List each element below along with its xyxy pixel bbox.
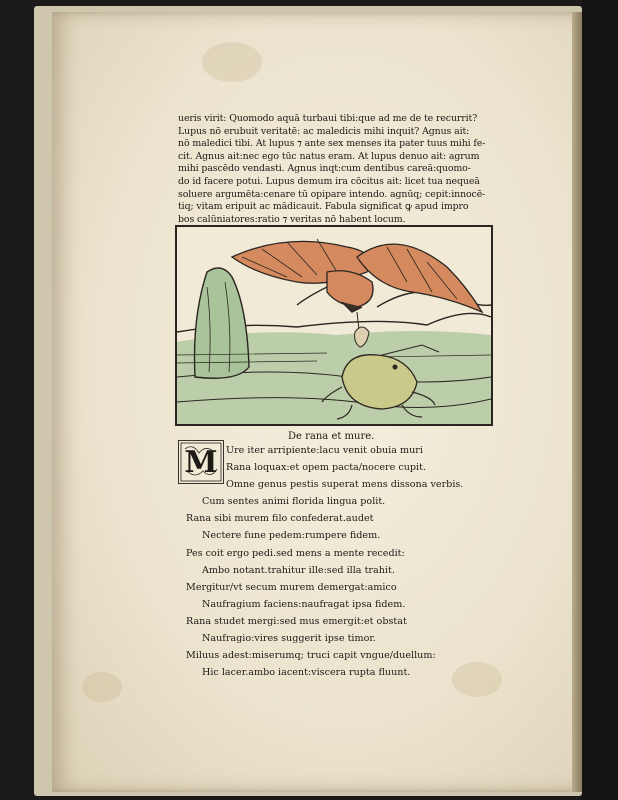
rock-formation bbox=[195, 268, 250, 378]
binding-shadow bbox=[582, 0, 618, 800]
verse-block bbox=[186, 442, 463, 681]
kite-right-wing bbox=[357, 244, 482, 312]
verse-line: Rana loquax:et opem pacta/nocere cupit. bbox=[226, 462, 426, 474]
verse-line: Omne genus pestis superat mens dissona verbis. bbox=[226, 479, 464, 491]
prose-line: nō maledici tibi. At lupus ⁊ ante sex menses ita pater tuus mihi fe- bbox=[178, 138, 486, 150]
verse-line: Ambo notant.trahitur ille:sed illa trahit. bbox=[202, 564, 395, 576]
prose-line: do id facere potui. Lupus demum ira cōcitus ait: licet tua nequeā bbox=[178, 175, 480, 187]
verse-line: Pes coit ergo pedi.sed mens a mente recedit: bbox=[186, 547, 405, 559]
prose-line: ueris virit: Quomodo aquā turbaui tibi:que ad me de te recurrit? bbox=[178, 113, 478, 124]
kite-body bbox=[327, 271, 373, 307]
prose-text-block bbox=[178, 113, 500, 226]
woodcut-illustration bbox=[175, 225, 493, 426]
verse-line: Naufragium faciens:naufragat ipsa fidem. bbox=[202, 598, 406, 610]
verse-line: Miluus adest:miserumq; truci capit vngue/duellum: bbox=[186, 650, 436, 662]
prose-line: soluere argumēta:cenare tū opipare intendo. agnūq; cepit:innocē- bbox=[178, 188, 486, 200]
verse-line: Mergitur/vt secum murem demergat:amico bbox=[186, 581, 397, 593]
prose-line: Lupus nō erubuit veritatē: ac maledicis mihi inquit? Agnus ait: bbox=[178, 125, 470, 137]
initial-letter: M bbox=[184, 445, 218, 480]
prose-line: bos calūniatores:ratio ⁊ veritas nō habent locum. bbox=[178, 213, 406, 225]
paper-stain bbox=[202, 42, 262, 82]
verse-line: Cum sentes animi florida lingua polit. bbox=[202, 496, 386, 508]
prose-line: mihi pascēdo vendasti. Agnus inqt:cum dentibus careā:quomo- bbox=[178, 163, 471, 175]
verse-line: Naufragio:vires suggerit ipse timor. bbox=[202, 633, 376, 645]
verse-line: Rana studet mergi:sed mus emergit:et obstat bbox=[186, 615, 407, 627]
prose-line: cit. Agnus ait:nec ego tūc natus eram. At lupus denuo ait: agrum bbox=[178, 150, 480, 162]
prose-line: tiq; vitam eripuit ac mādicauit. Fabula significat ꝙ apud impro bbox=[178, 201, 469, 213]
verse-line: Ure iter arripiente:lacu venit obuia muri bbox=[226, 445, 423, 456]
verse-line: Nectere fune pedem:rumpere fidem. bbox=[202, 530, 381, 542]
fable-title: De rana et mure. bbox=[288, 431, 375, 442]
page-fore-edge bbox=[572, 12, 582, 792]
paper-stain bbox=[82, 672, 122, 702]
verse-line: Hic lacer.ambo iacent:viscera rupta fluunt. bbox=[202, 667, 411, 679]
verse-line: Rana sibi murem filo confederat.audet bbox=[186, 513, 374, 525]
